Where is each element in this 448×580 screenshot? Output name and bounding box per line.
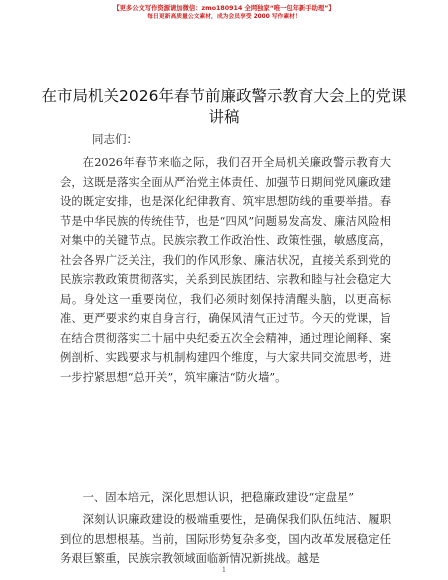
- banner-line-2: 每日更新高质量公文素材，成为会员享受 2000 写作素材！: [147, 14, 301, 20]
- paragraph-1: 在2026年春节来临之际，我们召开全局机关廉政警示教育大会，这既是落实全面从严治党主体责任、加强节日期间党风廉政建设的既定安排，也是深化纪律教育、筑牢思想防线的重要举措。春节是中华民族的传统佳节，也是“四风”问题易发高发、廉洁风险相对集中的关键节点。民族宗教工作政治性、政策性强，敏感度高，社会各界广泛关注，我们的作风形象、廉洁状况，直接关系到党的民族宗教政策贯彻落实，关系到民族团结、宗教和睦与社会稳定大局。身处这一重要岗位，我们必须时刻保持清醒头脑，以更高标准、更严要求约束自身言行，确保风清气正过节。今天的党课，旨在结合贯彻落实二十届中央纪委五次全会精神，通过理论阐释、案例剖析、实践要求与机制构建四个维度，与大家共同交流思考，进一步拧紧思想“总开关”，筑牢廉洁“防火墙”。: [60, 156, 391, 384]
- paragraph-2: 深刻认识廉政建设的极端重要性，是确保我们队伍纯洁、履职到位的思想根基。当前，国际形势复杂多变，国内改革发展稳定任务艰巨繁重，民族宗教领域面临新情况新挑战。越是: [60, 513, 391, 565]
- banner-line-1: 【更多公文写作资源请加微信：zmo180914 全网独家“唯一包年新手助理”】: [113, 5, 335, 12]
- header-banner: [0, 4, 448, 22]
- document-title: 在市局机关2026年春节前廉政警示教育大会上的党课讲稿: [41, 87, 407, 126]
- section-heading-1: 一、固本培元，深化思想认识，把稳廉政建设“定盘星”: [82, 491, 354, 504]
- page-number: 1: [221, 566, 227, 574]
- salutation: 同志们：: [92, 132, 138, 146]
